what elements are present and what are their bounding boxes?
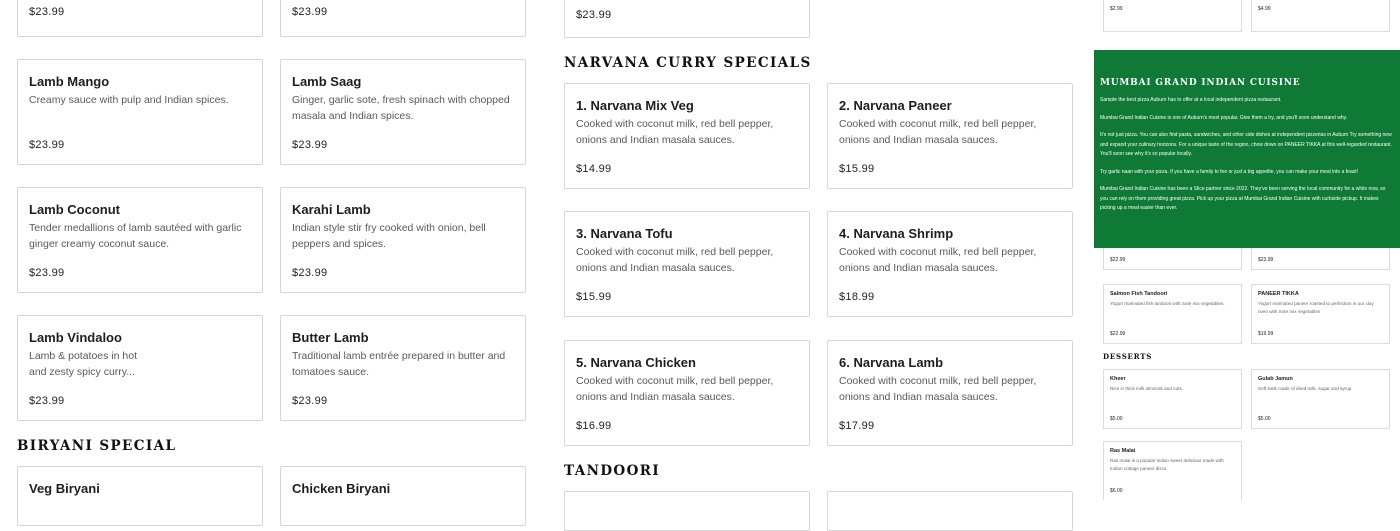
section-title-curry-specials: NARVANA CURRY SPECIALS: [564, 55, 812, 71]
item-price: $15.99: [839, 163, 875, 175]
item-description: Traditional lamb entrée prepared in butter and tomatoes sauce.: [292, 350, 506, 378]
mini-menu-card[interactable]: [1103, 284, 1242, 344]
item-name: 4. Narvana Shrimp: [839, 226, 954, 241]
item-name: 1. Narvana Mix Veg: [576, 98, 694, 113]
mini-item-description: Yogurt marinated paneer roasted to perfection in our clay oven with Sote mix vegetables: [1258, 301, 1374, 314]
item-price: $23.99: [29, 6, 65, 18]
mini-item-name: Gulab Jamun: [1258, 376, 1293, 382]
mini-item-description: Ras malai is a popular indian sweet delicious made with Indian cottage paneer discs.: [1110, 458, 1224, 471]
item-description: Creamy sauce with pulp and Indian spices.: [29, 94, 229, 106]
mini-menu-card[interactable]: [1251, 369, 1390, 429]
mini-item-price: $2.99: [1110, 6, 1123, 12]
item-description: Cooked with coconut milk, red bell pepper, onions and Indian masala sauces.: [839, 118, 1037, 146]
menu-card[interactable]: [17, 315, 263, 421]
item-price: $23.99: [576, 9, 612, 21]
mini-item-name: Kheer: [1110, 376, 1126, 382]
mini-item-name: Salmon Fish Tandoori: [1110, 291, 1168, 297]
menu-card[interactable]: [827, 491, 1073, 531]
menu-card[interactable]: [827, 340, 1073, 446]
menu-card[interactable]: [564, 211, 810, 317]
item-price: $17.99: [839, 420, 875, 432]
item-price: $23.99: [292, 267, 328, 279]
menu-card[interactable]: [17, 187, 263, 293]
menu-card[interactable]: [17, 466, 263, 526]
item-name: Karahi Lamb: [292, 202, 371, 217]
item-name: Lamb Coconut: [29, 202, 120, 217]
item-price: $23.99: [29, 139, 65, 151]
mini-menu-card[interactable]: [1103, 0, 1242, 32]
item-description: Cooked with coconut milk, red bell pepper, onions and Indian masala sauces.: [576, 246, 774, 274]
mini-item-price: $22.99: [1110, 331, 1126, 337]
restaurant-name: MUMBAI GRAND INDIAN CUISINE: [1100, 78, 1301, 88]
section-title-biryani: BIRYANI SPECIAL: [17, 438, 177, 454]
item-name: Lamb Saag: [292, 74, 362, 89]
item-description: Cooked with coconut milk, red bell pepper, onions and Indian masala sauces.: [576, 375, 774, 403]
item-name: 3. Narvana Tofu: [576, 226, 673, 241]
item-name: Chicken Biryani: [292, 481, 391, 496]
menu-card[interactable]: [280, 187, 526, 293]
item-price: $23.99: [292, 395, 328, 407]
item-name: 2. Narvana Paneer: [839, 98, 952, 113]
banner-paragraph: It's not just pizza. You can also find pasta, sandwiches, and other side dishes at independent pizzerias in Auburn Try something new and expand your culinary horizons. For a unique taste of the region, chow down on PANEER TIKKA at this well-regarded restaurant. You'll soon see why it's so popular locally.: [1100, 132, 1392, 157]
mini-menu-card[interactable]: [1251, 0, 1390, 32]
mini-item-price: $5.00: [1258, 416, 1271, 422]
menu-card[interactable]: [564, 340, 810, 446]
menu-card[interactable]: [827, 83, 1073, 189]
banner-paragraph: Try garlic naan with your pizza. If you have a family to fee or just a big appetite, you can make your meal into a feast!: [1100, 168, 1359, 175]
mini-item-price: $5.00: [1110, 416, 1123, 422]
item-description: Cooked with coconut milk, red bell pepper, onions and Indian masala sauces.: [576, 118, 774, 146]
mini-item-name: PANEER TIKKA: [1258, 291, 1299, 297]
item-name: Lamb Mango: [29, 74, 110, 89]
item-price: $14.99: [576, 163, 612, 175]
banner-paragraph: Mumbai Grand Indian Cuisine is one of Auburn's most popular. Give them a try, and you'll soon understand why.: [1100, 114, 1348, 121]
menu-card[interactable]: [280, 59, 526, 165]
item-price: $16.99: [576, 420, 612, 432]
section-title-tandoori: TANDOORI: [564, 463, 661, 479]
item-price: $23.99: [29, 395, 65, 407]
mini-item-price: $4.99: [1258, 6, 1271, 12]
menu-card[interactable]: [827, 211, 1073, 317]
item-description: Cooked with coconut milk, red bell pepper, onions and Indian masala sauces.: [839, 246, 1037, 274]
mini-menu-card[interactable]: [1103, 441, 1242, 500]
menu-card[interactable]: [17, 0, 263, 37]
desserts-title: DESSERTS: [1103, 352, 1153, 361]
item-price: $15.99: [576, 291, 612, 303]
item-price: $23.99: [292, 139, 328, 151]
menu-card[interactable]: [564, 83, 810, 189]
item-name: 5. Narvana Chicken: [576, 355, 696, 370]
mini-menu-card[interactable]: [1103, 369, 1242, 429]
item-description: Lamb & potatoes in hot and zesty spicy curry...: [29, 350, 137, 378]
item-name: Butter Lamb: [292, 330, 369, 345]
mini-item-description: Yogurt marinated fish tandoori with Sote mix vegetables.: [1110, 301, 1225, 306]
item-name: Veg Biryani: [29, 481, 100, 496]
menu-card[interactable]: [280, 466, 526, 526]
mini-item-description: Soft balls made of dried milk, sugar and syrup.: [1258, 386, 1353, 391]
mini-item-description: Rice in thick milk almonds and nuts.: [1110, 386, 1184, 391]
menu-card[interactable]: [564, 0, 810, 38]
mini-site-preview: [1094, 0, 1400, 500]
mini-item-price: $6.00: [1110, 488, 1123, 494]
item-price: $23.99: [292, 6, 328, 18]
banner-paragraph: Mumbai Grand Indian Cuisine has been a Slice partner since 2022. They've been serving the local community for a while now, so you can rely on them providing great pizza. Pick up your pizza at Mumbai Grand Indian Cuisine with curbside pickup. It makes picking up a meal easier than ever.: [1100, 186, 1386, 211]
menu-card[interactable]: [280, 315, 526, 421]
menu-card[interactable]: [280, 0, 526, 37]
restaurant-info-banner: [1094, 50, 1400, 248]
menu-card[interactable]: [17, 59, 263, 165]
item-description: Cooked with coconut milk, red bell pepper, onions and Indian masala sauces.: [839, 375, 1037, 403]
item-name: 6. Narvana Lamb: [839, 355, 944, 370]
item-description: Ginger, garlic sote, fresh spinach with chopped masala and Indian spices.: [292, 94, 510, 122]
item-name: Lamb Vindaloo: [29, 330, 122, 345]
mini-menu-card[interactable]: [1251, 284, 1390, 344]
mini-item-price: $23.99: [1258, 257, 1274, 263]
mini-item-price: $22.99: [1110, 257, 1126, 263]
item-description: Tender medallions of lamb sautéed with garlic ginger creamy coconut sauce.: [29, 222, 242, 250]
item-price: $18.99: [839, 291, 875, 303]
menu-card[interactable]: [564, 491, 810, 531]
mini-item-price: $19.99: [1258, 331, 1274, 337]
item-description: Indian style stir fry cooked with onion, bell peppers and spices.: [292, 222, 486, 250]
mini-item-name: Ras Malai: [1110, 448, 1136, 454]
banner-paragraph: Sample the best pizza Auburn has to offer at a local independent pizza restaurant.: [1100, 97, 1282, 103]
item-price: $23.99: [29, 267, 65, 279]
